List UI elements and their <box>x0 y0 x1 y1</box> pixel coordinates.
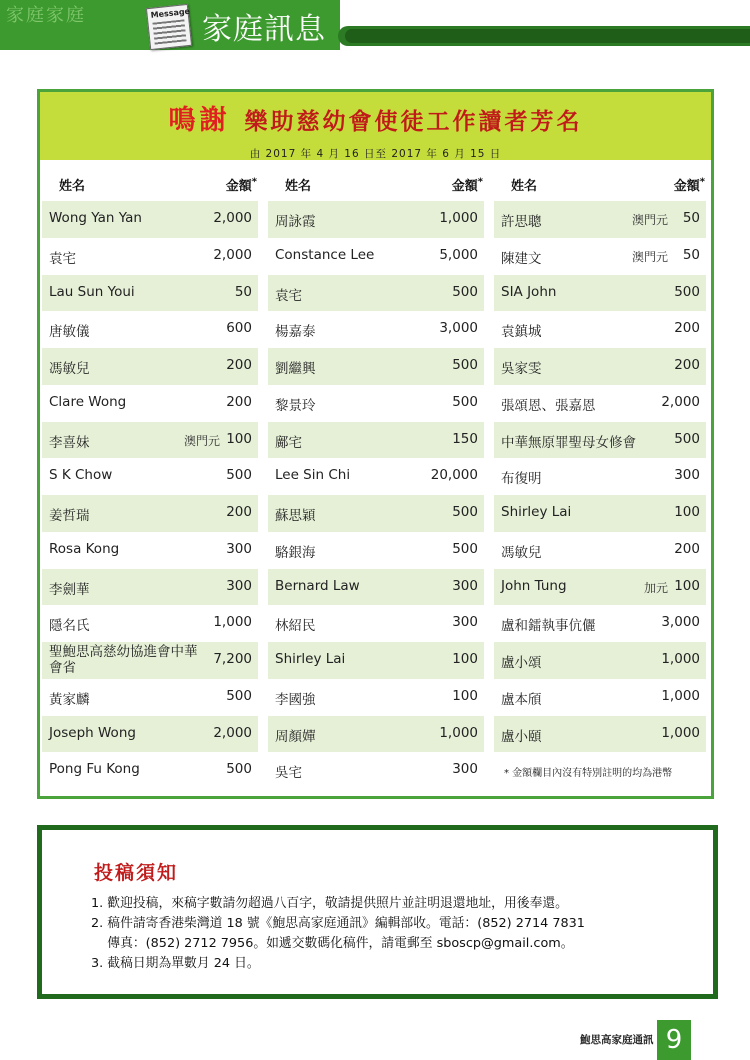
donor-amount: 1,000 <box>213 614 252 631</box>
donor-amount: 200 <box>226 393 252 410</box>
donor-row <box>42 458 258 495</box>
donor-row <box>268 422 484 459</box>
donor-name: Joseph Wong <box>49 724 136 741</box>
currency-footnote: * 金額欄目內沒有特別註明的均為港幣 <box>504 768 673 780</box>
donor-name: 周顏嬋 <box>275 728 316 745</box>
donor-amount: 500 <box>452 283 478 300</box>
donor-amount: 50 <box>234 283 252 300</box>
donor-row <box>494 422 706 459</box>
donor-row <box>494 275 706 312</box>
donor-amount: 100 <box>452 651 478 667</box>
column-header <box>269 172 485 198</box>
donor-name: Rosa Kong <box>49 540 120 557</box>
donor-name: 陳建文 <box>501 250 542 267</box>
donor-row <box>42 495 258 532</box>
donor-row <box>268 238 484 275</box>
donor-name: Shirley Lai <box>275 651 346 667</box>
donor-column-3 <box>494 201 706 789</box>
donor-row <box>494 385 706 422</box>
donor-name: Constance Lee <box>275 246 375 263</box>
footer-publication: 鮑思高家庭通訊 <box>580 1034 654 1046</box>
donor-amount: 500 <box>226 687 252 704</box>
donor-column-1 <box>42 201 258 789</box>
message-newspaper-icon <box>146 4 192 50</box>
donor-name: 袁宅 <box>275 287 302 304</box>
donor-name: Bernard Law <box>275 577 360 594</box>
donor-name: Shirley Lai <box>501 504 572 520</box>
column-header <box>495 172 707 198</box>
donor-amount: 50 <box>682 246 700 263</box>
donor-amount: 1,000 <box>661 724 700 741</box>
donor-row <box>494 238 706 275</box>
column-header-name: 姓名 <box>285 179 312 194</box>
column-header-name: 姓名 <box>59 179 86 194</box>
donor-name: 唐敏儀 <box>49 324 90 341</box>
donor-row <box>42 385 258 422</box>
donor-row <box>494 679 706 716</box>
message-icon-label: Message <box>150 6 191 20</box>
submission-line: 3. 截稿日期為單數月 24 日。 <box>91 956 260 971</box>
donor-row <box>268 458 484 495</box>
donor-row <box>494 201 706 238</box>
donor-amount: 500 <box>452 540 478 557</box>
donor-name: 姜哲瑞 <box>49 508 90 524</box>
banner-bar-inner <box>345 29 750 43</box>
donor-row <box>268 569 484 606</box>
donor-amount: 100 <box>452 687 478 704</box>
donor-name: 蘇思穎 <box>275 508 316 524</box>
donor-amount: 2,000 <box>213 724 252 741</box>
donor-name: 李喜妹 <box>49 434 90 451</box>
donor-row <box>494 569 706 606</box>
donor-amount: 300 <box>452 614 478 631</box>
donor-name: 張頌恩、張嘉恩 <box>501 397 596 414</box>
donor-row <box>268 348 484 385</box>
column-header-name: 姓名 <box>511 179 538 194</box>
donor-name: Wong Yan Yan <box>49 210 142 226</box>
donor-row <box>494 605 706 642</box>
donor-row <box>42 716 258 753</box>
donor-name: 黎景玲 <box>275 397 316 414</box>
donor-amount: 100 <box>674 577 700 594</box>
donor-amount: 3,000 <box>439 320 478 337</box>
donor-amount: 200 <box>226 504 252 520</box>
donor-name: 馮敏兒 <box>501 544 542 561</box>
donor-amount: 50 <box>682 210 700 226</box>
donor-amount: 500 <box>452 393 478 410</box>
column-header <box>43 172 259 198</box>
donor-name: 黃家麟 <box>49 691 90 708</box>
donor-name: Lee Sin Chi <box>275 467 351 484</box>
donor-amount: 600 <box>226 320 252 337</box>
submission-notice-box <box>37 825 718 999</box>
donor-row <box>268 642 484 679</box>
donor-amount: 300 <box>452 761 478 778</box>
donor-name: 布復明 <box>501 471 542 488</box>
donor-currency: 澳門元 <box>183 433 220 448</box>
donor-row <box>494 495 706 532</box>
donor-amount: 100 <box>226 430 252 447</box>
donor-amount: 500 <box>226 761 252 778</box>
donor-row <box>268 605 484 642</box>
donor-row <box>494 532 706 569</box>
donor-amount: 2,000 <box>661 393 700 410</box>
donor-amount: 500 <box>226 467 252 484</box>
donor-row <box>42 569 258 606</box>
donor-row <box>42 422 258 459</box>
donor-name: 李劍華 <box>49 581 90 598</box>
donor-row <box>42 348 258 385</box>
donor-row <box>42 752 258 789</box>
submission-line: 傳真：(852) 2712 7956。如遞交數碼化稿件，請電郵至 sboscp@gmail.com。 <box>91 936 574 951</box>
submission-title: 投稿須知 <box>94 862 179 884</box>
donor-amount: 200 <box>674 320 700 337</box>
donor-title-thanks: 鳴謝 <box>168 105 231 136</box>
donor-amount: 200 <box>674 540 700 557</box>
donor-name: 劉繼興 <box>275 361 316 377</box>
donor-row <box>268 532 484 569</box>
donor-name: 鄺宅 <box>275 434 302 451</box>
donor-row <box>42 311 258 348</box>
donor-name: 袁宅 <box>49 250 76 267</box>
column-header-amount: 金額* <box>673 176 705 194</box>
donor-row <box>42 238 258 275</box>
donor-row <box>268 275 484 312</box>
donor-amount: 5,000 <box>439 246 478 263</box>
donor-name: 馮敏兒 <box>49 361 90 377</box>
donor-name: 駱銀海 <box>275 544 316 561</box>
donor-amount: 1,000 <box>661 651 700 667</box>
donor-amount: 100 <box>674 504 700 520</box>
column-header-amount: 金額* <box>451 176 483 194</box>
donor-currency: 澳門元 <box>631 249 668 264</box>
donor-amount: 300 <box>226 540 252 557</box>
donor-name: 中華無原罪聖母女修會 <box>501 434 636 451</box>
donor-name: 聖鮑思高慈幼協進會中華會省 <box>49 644 198 676</box>
donor-amount: 200 <box>674 357 700 373</box>
donor-amount: 150 <box>452 430 478 447</box>
donor-amount: 500 <box>674 430 700 447</box>
donor-row <box>268 385 484 422</box>
banner-decorative-text: 家庭家庭 <box>6 5 86 26</box>
donor-name: 李國強 <box>275 691 316 708</box>
donor-amount: 1,000 <box>439 210 478 226</box>
donor-column-2 <box>268 201 484 789</box>
donor-amount: 1,000 <box>661 687 700 704</box>
donor-amount: 300 <box>452 577 478 594</box>
submission-line: 1. 歡迎投稿，來稿字數請勿超過八百字，敬請提供照片並註明退還地址，用後奉還。 <box>91 896 568 911</box>
donor-name: 楊嘉泰 <box>275 324 316 341</box>
donor-row <box>268 311 484 348</box>
donor-row <box>268 752 484 789</box>
donor-row <box>494 752 706 789</box>
donor-name: John Tung <box>501 577 567 594</box>
donor-name: SIA John <box>501 283 557 300</box>
section-title: 家庭訊息 <box>202 12 326 47</box>
donor-name: Pong Fu Kong <box>49 761 140 778</box>
donor-name: Clare Wong <box>49 393 127 410</box>
donor-name: 許思聰 <box>501 214 542 230</box>
donor-amount: 20,000 <box>430 467 478 484</box>
donor-currency: 澳門元 <box>631 213 668 227</box>
donor-name: 吳家雯 <box>501 361 542 377</box>
donor-amount: 300 <box>226 577 252 594</box>
donor-row <box>268 679 484 716</box>
donor-row <box>42 532 258 569</box>
donor-period: 由 2017 年 4 月 16 日至 2017 年 6 月 15 日 <box>249 148 502 160</box>
donor-title <box>40 98 711 137</box>
donor-row <box>494 311 706 348</box>
donor-header-bar <box>40 92 711 160</box>
donor-name: 隱名氏 <box>49 618 90 635</box>
donor-name: Lau Sun Youi <box>49 283 135 300</box>
donor-name: 袁鎮城 <box>501 324 542 341</box>
donor-amount: 300 <box>674 467 700 484</box>
donor-name: S K Chow <box>49 467 113 484</box>
donor-amount: 2,000 <box>213 246 252 263</box>
donor-row <box>494 716 706 753</box>
donor-name: 周詠霞 <box>275 214 316 230</box>
column-header-amount: 金額* <box>225 176 257 194</box>
donor-row <box>42 679 258 716</box>
donor-amount: 3,000 <box>661 614 700 631</box>
donor-name: 盧和鐳執事伉儷 <box>501 618 596 635</box>
donor-name: 盧小頌 <box>501 655 542 671</box>
donor-name: 吳宅 <box>275 765 302 782</box>
donor-row <box>42 275 258 312</box>
donor-title-main: 樂助慈幼會使徒工作讀者芳名 <box>244 109 583 135</box>
donor-row <box>42 605 258 642</box>
donor-currency: 加元 <box>643 580 668 595</box>
donor-amount: 1,000 <box>439 724 478 741</box>
newspaper-lines <box>152 19 186 44</box>
submission-line: 2. 稿件請寄香港柴灣道 18 號《鮑思高家庭通訊》編輯部收。電話：(852) 2714 7831 <box>91 916 585 931</box>
donor-row <box>494 642 706 679</box>
header-banner <box>0 0 750 50</box>
donor-amount: 500 <box>452 504 478 520</box>
donor-amount: 200 <box>226 357 252 373</box>
donor-list-box <box>37 89 714 799</box>
donor-row <box>42 642 258 679</box>
donor-amount: 2,000 <box>213 210 252 226</box>
donor-row <box>268 495 484 532</box>
donor-name: 盧小頤 <box>501 728 542 745</box>
donor-amount: 500 <box>674 283 700 300</box>
donor-row <box>268 716 484 753</box>
donor-row <box>494 348 706 385</box>
donor-name: 盧本頎 <box>501 691 542 708</box>
donor-row <box>42 201 258 238</box>
donor-amount: 7,200 <box>213 651 252 667</box>
donor-amount: 500 <box>452 357 478 373</box>
donor-row <box>268 201 484 238</box>
donor-row <box>494 458 706 495</box>
donor-name: 林紹民 <box>275 618 316 635</box>
page-number: 9 <box>657 1020 691 1060</box>
